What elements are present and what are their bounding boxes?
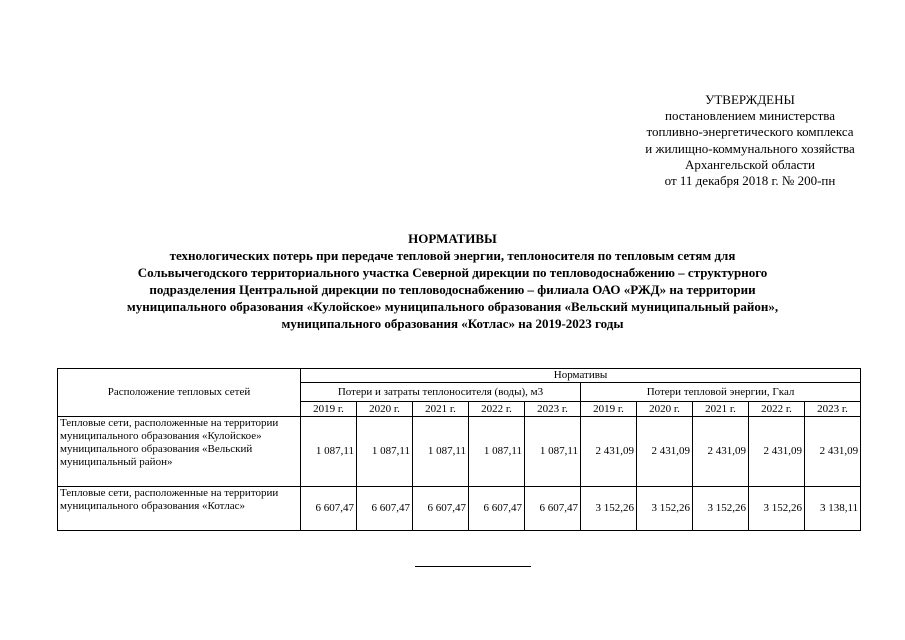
norms-table: [57, 368, 861, 531]
location-cell: Тепловые сети, расположенные на территории муниципального образования «Кулойское» муниципального образования «Вельский муниципальный район»: [58, 417, 301, 487]
title-line: технологических потерь при передаче тепловой энергии, теплоносителя по тепловым сетям для: [169, 248, 736, 263]
year-header: 2023 г.: [525, 402, 581, 417]
value-cell: 2 431,09: [637, 417, 693, 487]
value-cell: 2 431,09: [805, 417, 861, 487]
year-header: 2022 г.: [469, 402, 525, 417]
value-cell: 6 607,47: [525, 487, 581, 531]
norms-header: Нормативы: [301, 369, 861, 383]
approval-line: топливно-энергетического комплекса: [646, 124, 854, 140]
year-header: 2019 г.: [301, 402, 357, 417]
year-header: 2020 г.: [357, 402, 413, 417]
approval-line: от 11 декабря 2018 г. № 200-пн: [664, 173, 836, 189]
value-cell: 3 152,26: [637, 487, 693, 531]
value-cell: 1 087,11: [413, 417, 469, 487]
footer-divider: [415, 566, 531, 567]
location-header: Расположение тепловых сетей: [58, 369, 301, 417]
title-line: подразделения Центральной дирекции по тепловодоснабжению – филиала ОАО «РЖД» на территории: [149, 282, 756, 297]
value-cell: 6 607,47: [413, 487, 469, 531]
value-cell: 1 087,11: [525, 417, 581, 487]
heat-loss-header: Потери тепловой энергии, Гкал: [581, 383, 861, 402]
value-cell: 1 087,11: [357, 417, 413, 487]
document-title: [0, 230, 905, 332]
location-cell: Тепловые сети, расположенные на территории муниципального образования «Котлас»: [58, 487, 301, 531]
value-cell: 6 607,47: [469, 487, 525, 531]
table-row: [58, 417, 861, 487]
approval-stamp: [600, 92, 900, 189]
value-cell: 2 431,09: [749, 417, 805, 487]
value-cell: 3 138,11: [805, 487, 861, 531]
value-cell: 3 152,26: [693, 487, 749, 531]
value-cell: 3 152,26: [581, 487, 637, 531]
value-cell: 3 152,26: [749, 487, 805, 531]
title-line: муниципального образования «Котлас» на 2019-2023 годы: [281, 316, 624, 331]
year-header: 2022 г.: [749, 402, 805, 417]
approval-line: и жилищно-коммунального хозяйства: [645, 140, 855, 156]
approval-line: Архангельской области: [685, 156, 815, 172]
approval-line: УТВЕРЖДЕНЫ: [705, 92, 795, 107]
year-header: 2021 г.: [693, 402, 749, 417]
value-cell: 1 087,11: [301, 417, 357, 487]
value-cell: 2 431,09: [693, 417, 749, 487]
approval-line: постановлением министерства: [664, 108, 835, 124]
value-cell: 2 431,09: [581, 417, 637, 487]
year-header: 2021 г.: [413, 402, 469, 417]
title-line: Сольвычегодского территориального участка Северной дирекции по тепловодоснабжению – структурного: [137, 265, 768, 280]
title-line: муниципального образования «Кулойское» муниципального образования «Вельский муниципальный район»,: [126, 299, 779, 314]
year-header: 2020 г.: [637, 402, 693, 417]
value-cell: 6 607,47: [301, 487, 357, 531]
year-header: 2019 г.: [581, 402, 637, 417]
year-header: 2023 г.: [805, 402, 861, 417]
value-cell: 6 607,47: [357, 487, 413, 531]
water-loss-header: Потери и затраты теплоносителя (воды), м3: [301, 383, 581, 402]
value-cell: 1 087,11: [469, 417, 525, 487]
title-heading: НОРМАТИВЫ: [408, 231, 497, 246]
table-row: [58, 487, 861, 531]
